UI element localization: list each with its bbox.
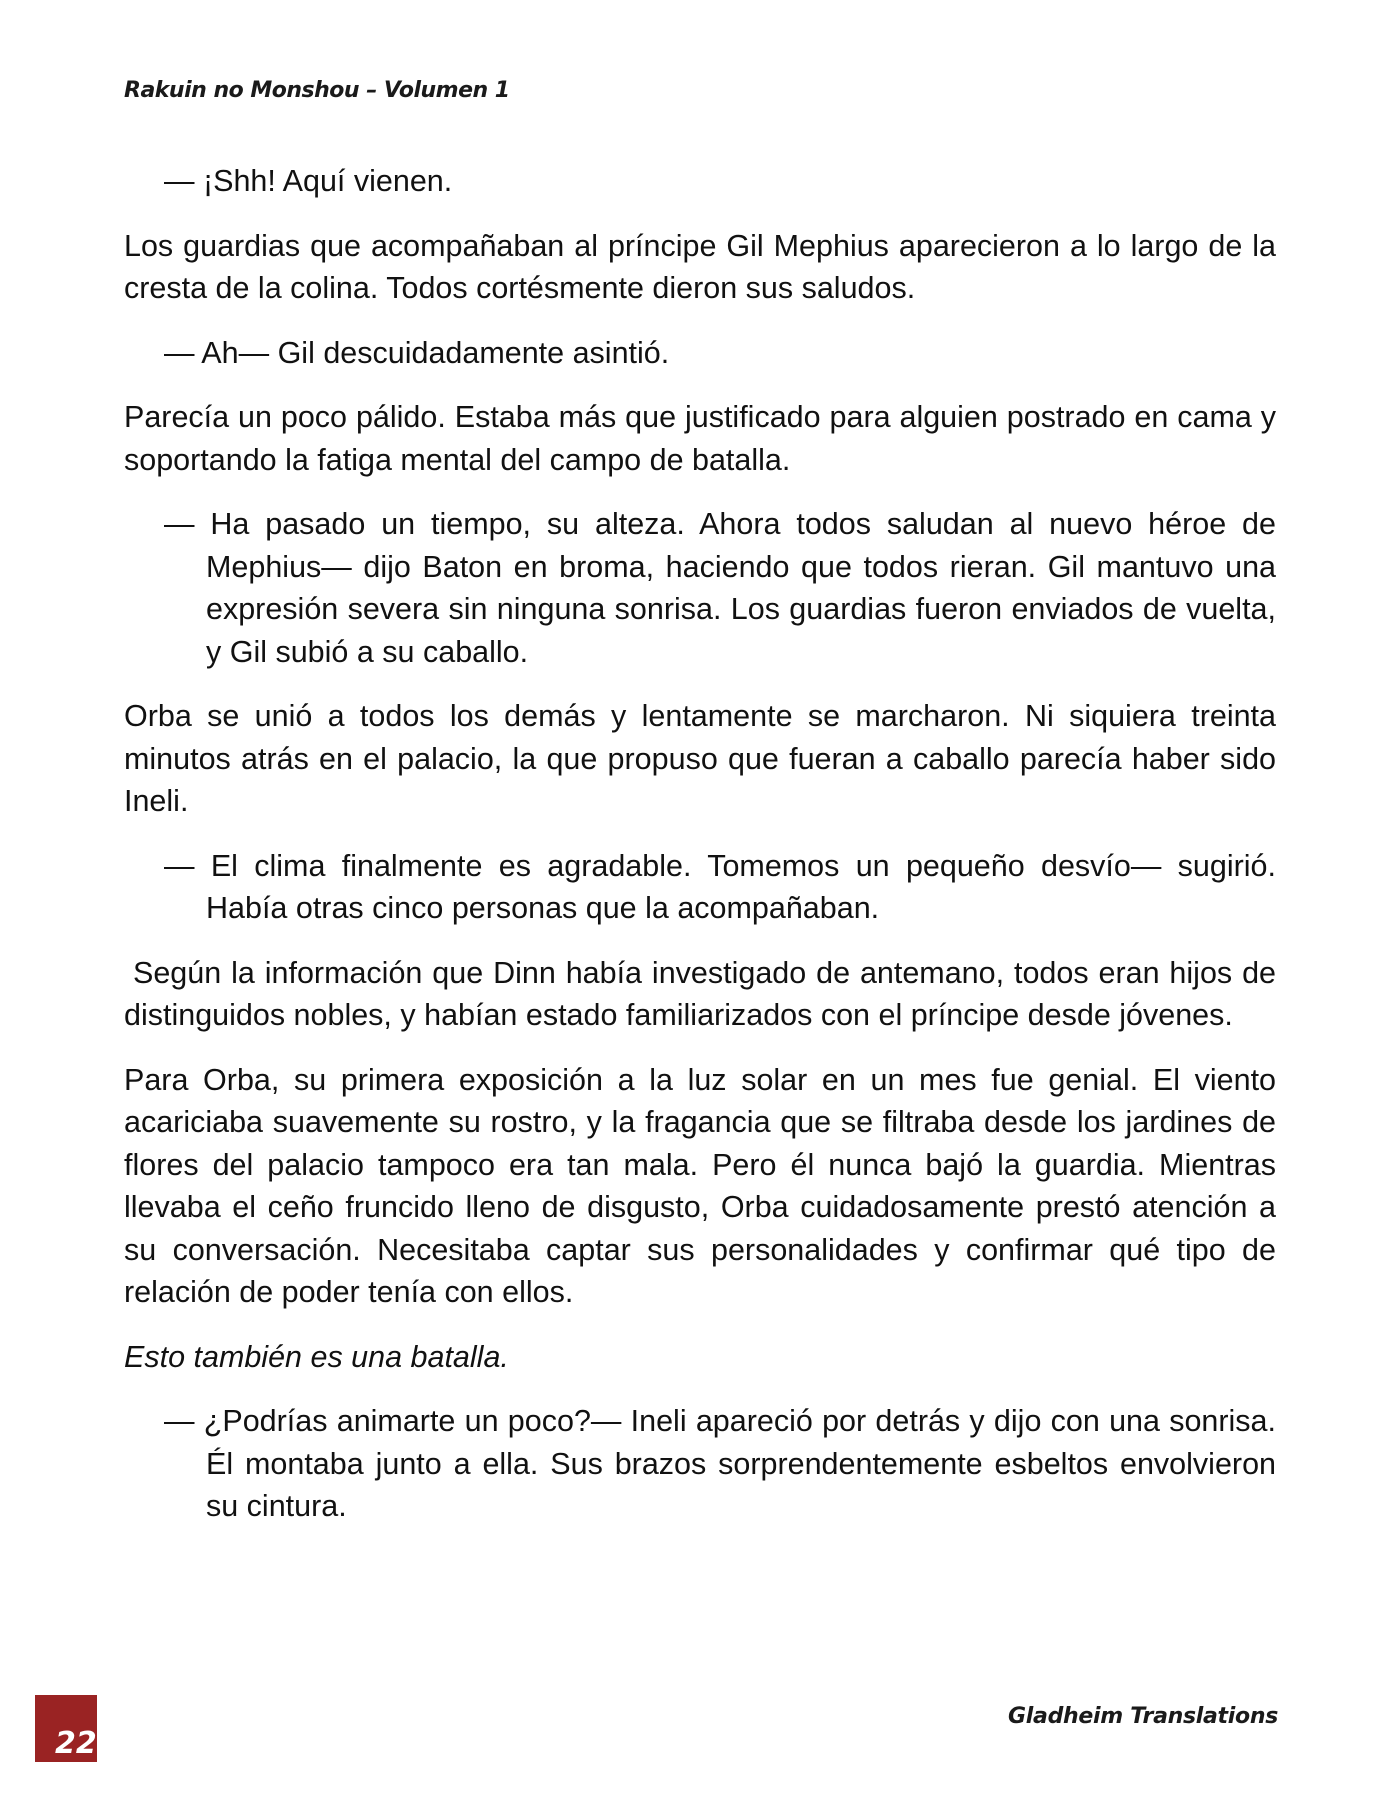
dialog-line: — Ha pasado un tiempo, su alteza. Ahora todos saludan al nuevo héroe de Mephius— dijo Baton en broma, haciendo que todos rieran. Gil mantuvo una expresión severa sin ninguna sonrisa. Los guardias fueron enviados de vuelta, y Gil subió a su caballo. xyxy=(164,507,1276,669)
footer-credit: Gladheim Translations xyxy=(1008,1704,1278,1729)
narration-paragraph: Según la información que Dinn había investigado de antemano, todos eran hijos de distinguidos nobles, y habían estado familiarizados con el príncipe desde jóvenes. xyxy=(124,955,1276,1032)
narration-paragraph: Parecía un poco pálido. Estaba más que justificado para alguien postrado en cama y soportando la fatiga mental del campo de batalla. xyxy=(124,400,1276,477)
page-number-underline xyxy=(35,1762,97,1765)
narration-paragraph: Para Orba, su primera exposición a la luz solar en un mes fue genial. El viento acariciaba suavemente su rostro, y la fragancia que se filtraba desde los jardines de flores del palacio tampoco era tan mala. Pero él nunca bajó la guardia. Mientras llevaba el ceño fruncido lleno de disgusto, Orba cuidadosamente prestó atención a su conversación. Necesitaba captar sus personalidades y confirmar qué tipo de relación de poder tenía con ellos. xyxy=(124,1062,1276,1309)
running-header: Rakuin no Monshou – Volumen 1 xyxy=(124,78,510,103)
dialog-line: — El clima finalmente es agradable. Tomemos un pequeño desvío— sugirió. Había otras cinco personas que la acompañaban. xyxy=(164,848,1276,925)
dialog-line: — Ah— Gil descuidadamente asintió. xyxy=(164,335,670,370)
dialog-line: — ¿Podrías animarte un poco?— Ineli apareció por detrás y dijo con una sonrisa. Él montaba junto a ella. Sus brazos sorprendentemente esbeltos envolvieron su cintura. xyxy=(164,1404,1276,1523)
page-number: 22 xyxy=(55,1726,97,1761)
narration-paragraph: Orba se unió a todos los demás y lentamente se marcharon. Ni siquiera treinta minutos atrás en el palacio, la que propuso que fueran a caballo parecía haber sido Ineli. xyxy=(124,699,1276,818)
page-body xyxy=(124,160,1276,1550)
inner-thought: Esto también es una batalla. xyxy=(124,1339,509,1374)
dialog-line: — ¡Shh! Aquí vienen. xyxy=(164,164,453,198)
narration-paragraph: Los guardias que acompañaban al príncipe Gil Mephius aparecieron a lo largo de la cresta de la colina. Todos cortésmente dieron sus saludos. xyxy=(124,228,1276,305)
